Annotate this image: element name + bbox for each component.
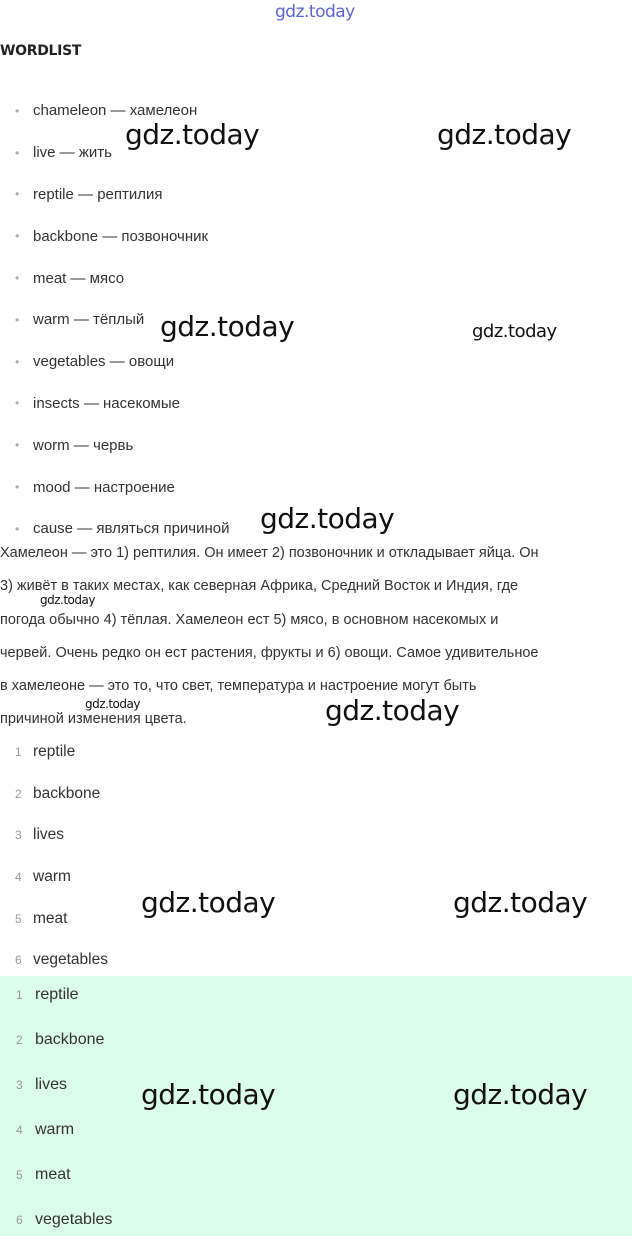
word-text: warm — тёплый [33,311,145,329]
item-number: 2 [16,1032,23,1047]
word-text: mood — настроение [33,478,175,496]
bullet-icon: • [15,229,20,244]
item-number: 1 [15,744,22,759]
item-text: reptile [33,742,76,760]
bullet-icon: • [15,438,20,453]
word-text: live — жить [33,144,112,162]
list-item [0,1107,112,1152]
item-number: 4 [16,1122,23,1137]
answers-list [0,731,632,981]
item-number: 3 [16,1077,23,1092]
item-text: backbone [33,784,101,802]
paragraph-line: червей. Очень редко он ест растения, фрукты и 6) овощи. Самое удивительное [0,644,539,661]
item-text: warm [35,1120,75,1138]
list-item [0,1152,112,1197]
site-logo[interactable]: gdz.today [275,2,355,22]
wordlist [0,90,632,550]
list-item [0,174,632,216]
word-text: reptile — рептилия [33,185,163,203]
item-text: lives [35,1075,68,1093]
item-number: 4 [15,869,22,884]
watermark: gdz.today [40,593,95,607]
word-text: meat — мясо [33,269,125,287]
item-number: 5 [16,1167,23,1182]
list-item [0,215,632,257]
bullet-icon: • [15,312,20,327]
list-item [0,341,632,383]
list-item [0,1197,112,1242]
paragraph-line: в хамелеоне — это то, что свет, температура и настроение могут быть [0,678,477,695]
list-item [0,773,632,815]
bullet-icon: • [15,103,20,118]
item-text: reptile [35,985,79,1003]
bullet-icon: • [15,271,20,286]
list-item [0,1017,112,1062]
word-text: insects — насекомые [33,394,180,412]
watermark: gdz.today [160,310,295,343]
paragraph-line: причиной изменения цвета. [0,711,187,728]
watermark: gdz.today [85,697,140,711]
list-item [0,731,632,773]
word-text: backbone — позвоночник [33,227,209,245]
paragraph-line: 3) живёт в таких местах, как северная Африка, Средний Восток и Индия, где [0,578,519,595]
list-item [0,383,632,425]
bullet-icon: • [15,187,20,202]
item-number: 2 [15,786,22,801]
paragraph-line: погода обычно 4) тёплая. Хамелеон ест 5) мясо, в основном насекомых и [0,611,499,628]
paragraph-line: Хамелеон — это 1) рептилия. Он имеет 2) позвоночник и откладывает яйца. Он [0,545,539,561]
item-text: meat [33,909,68,927]
watermark: gdz.today [453,1078,588,1111]
list-item [0,972,112,1017]
watermark: gdz.today [437,118,572,151]
item-text: meat [35,1165,71,1183]
watermark: gdz.today [472,321,557,342]
watermark: gdz.today [141,886,276,919]
bullet-icon: • [15,480,20,495]
watermark: gdz.today [260,502,395,535]
watermark: gdz.today [141,1078,276,1111]
word-text: chameleon — хамелеон [33,102,198,120]
watermark: gdz.today [125,118,260,151]
item-number: 6 [16,1212,23,1227]
word-text: vegetables — овощи [33,353,175,371]
item-number: 1 [16,987,23,1002]
bullet-icon: • [15,145,20,160]
watermark: gdz.today [453,886,588,919]
bullet-icon: • [15,354,20,369]
item-number: 3 [15,828,22,843]
list-item [0,1062,112,1107]
bullet-icon: • [15,521,20,536]
item-text: vegetables [33,951,108,969]
item-text: vegetables [35,1210,113,1228]
bullet-icon: • [15,396,20,411]
item-text: lives [33,826,65,844]
list-item [0,257,632,299]
item-text: backbone [35,1030,105,1048]
item-number: 5 [15,911,22,926]
watermark: gdz.today [325,694,460,727]
item-text: warm [33,867,71,885]
page-heading: WORDLIST [0,43,82,59]
item-number: 6 [15,953,22,968]
list-item [0,814,632,856]
word-text: worm — червь [33,436,134,454]
list-item [0,424,632,466]
word-text: cause — являться причиной [33,520,230,538]
